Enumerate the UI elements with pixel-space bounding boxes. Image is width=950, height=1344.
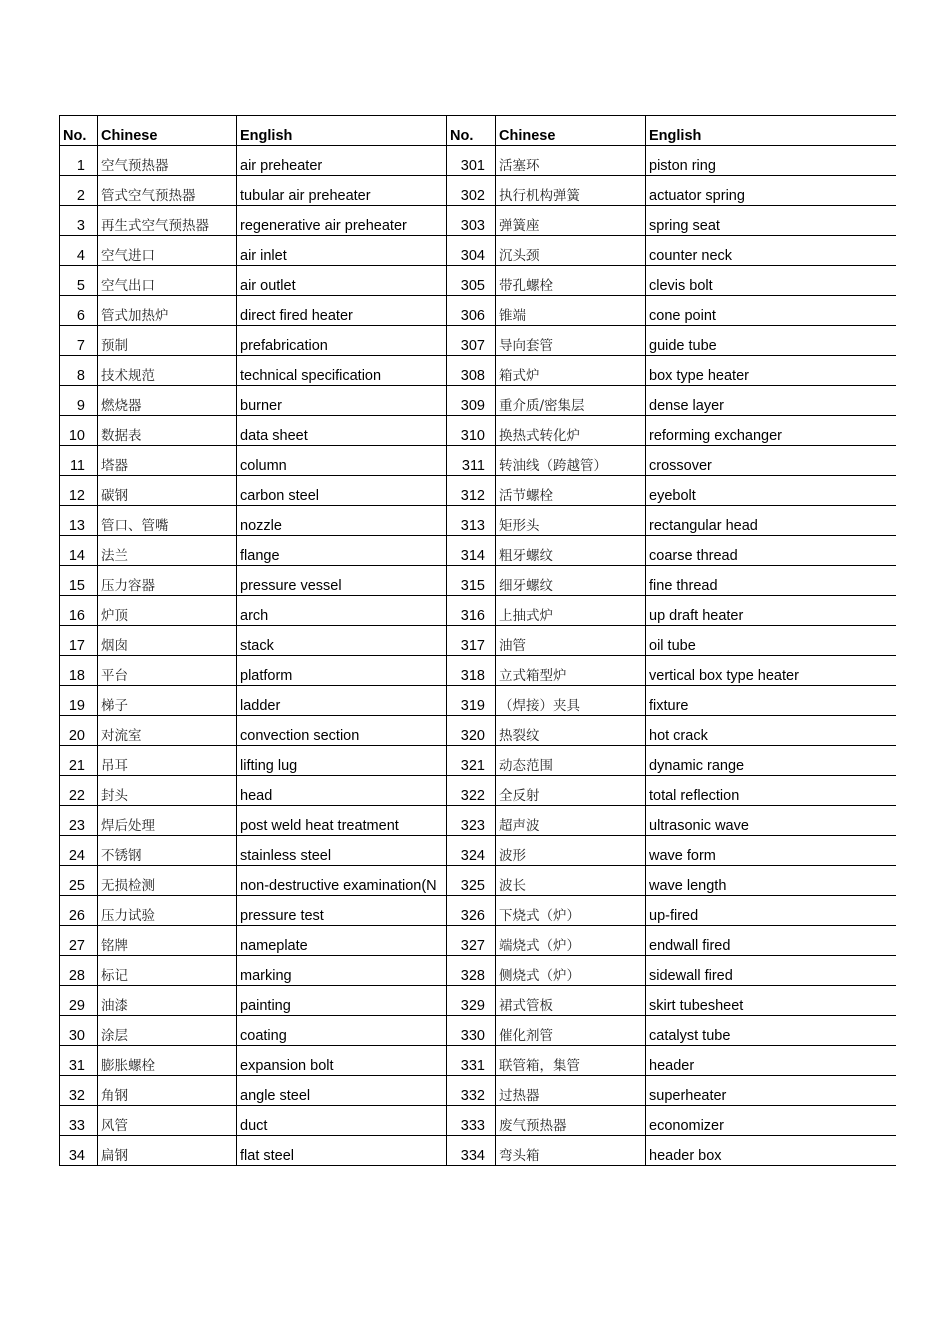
term-chinese: 管式空气预热器 <box>98 176 237 206</box>
glossary-table <box>59 115 896 1166</box>
term-english: flat steel <box>237 1136 447 1166</box>
term-chinese: 锥端 <box>496 296 646 326</box>
term-chinese: 管口、管嘴 <box>98 506 237 536</box>
term-chinese: 活节螺栓 <box>496 476 646 506</box>
term-chinese: 催化剂管 <box>496 1016 646 1046</box>
term-number: 29 <box>60 986 98 1016</box>
term-english: post weld heat treatment <box>237 806 447 836</box>
term-english: superheater <box>646 1076 896 1106</box>
term-english: nozzle <box>237 506 447 536</box>
term-number: 320 <box>447 716 496 746</box>
table-row <box>60 866 896 896</box>
term-number: 27 <box>60 926 98 956</box>
term-chinese: 角钢 <box>98 1076 237 1106</box>
table-row <box>60 236 896 266</box>
term-english: technical specification <box>237 356 447 386</box>
term-english: crossover <box>646 446 896 476</box>
term-number: 31 <box>60 1046 98 1076</box>
term-number: 15 <box>60 566 98 596</box>
term-english: fixture <box>646 686 896 716</box>
term-chinese: 烟囱 <box>98 626 237 656</box>
term-english: cone point <box>646 296 896 326</box>
term-number: 24 <box>60 836 98 866</box>
term-number: 324 <box>447 836 496 866</box>
term-number: 331 <box>447 1046 496 1076</box>
table-row <box>60 926 896 956</box>
table-row <box>60 206 896 236</box>
term-english: economizer <box>646 1106 896 1136</box>
term-english: total reflection <box>646 776 896 806</box>
term-number: 318 <box>447 656 496 686</box>
term-chinese: 梯子 <box>98 686 237 716</box>
term-number: 317 <box>447 626 496 656</box>
table-row <box>60 836 896 866</box>
header-chinese-left: Chinese <box>98 116 237 146</box>
term-chinese: 扁钢 <box>98 1136 237 1166</box>
term-english: skirt tubesheet <box>646 986 896 1016</box>
term-number: 7 <box>60 326 98 356</box>
term-chinese: 标记 <box>98 956 237 986</box>
term-english: counter neck <box>646 236 896 266</box>
term-chinese: 燃烧器 <box>98 386 237 416</box>
term-chinese: 箱式炉 <box>496 356 646 386</box>
term-number: 309 <box>447 386 496 416</box>
term-chinese: 执行机构弹簧 <box>496 176 646 206</box>
term-english: eyebolt <box>646 476 896 506</box>
term-number: 325 <box>447 866 496 896</box>
term-chinese: 超声波 <box>496 806 646 836</box>
term-english: lifting lug <box>237 746 447 776</box>
table-row <box>60 776 896 806</box>
term-english: wave length <box>646 866 896 896</box>
term-chinese: 热裂纹 <box>496 716 646 746</box>
term-number: 1 <box>60 146 98 176</box>
term-number: 19 <box>60 686 98 716</box>
term-number: 20 <box>60 716 98 746</box>
term-english: painting <box>237 986 447 1016</box>
term-english: ladder <box>237 686 447 716</box>
term-english: head <box>237 776 447 806</box>
term-number: 328 <box>447 956 496 986</box>
term-number: 304 <box>447 236 496 266</box>
table-row <box>60 596 896 626</box>
term-chinese: 炉顶 <box>98 596 237 626</box>
term-chinese: 油漆 <box>98 986 237 1016</box>
glossary-body <box>60 146 896 1166</box>
term-number: 30 <box>60 1016 98 1046</box>
table-row <box>60 416 896 446</box>
term-number: 316 <box>447 596 496 626</box>
table-row <box>60 266 896 296</box>
term-english: direct fired heater <box>237 296 447 326</box>
table-row <box>60 566 896 596</box>
term-chinese: 平台 <box>98 656 237 686</box>
term-number: 332 <box>447 1076 496 1106</box>
term-number: 22 <box>60 776 98 806</box>
term-number: 21 <box>60 746 98 776</box>
term-chinese: 立式箱型炉 <box>496 656 646 686</box>
term-number: 25 <box>60 866 98 896</box>
table-row <box>60 986 896 1016</box>
term-english: header box <box>646 1136 896 1166</box>
term-chinese: 带孔螺栓 <box>496 266 646 296</box>
term-english: pressure test <box>237 896 447 926</box>
term-english: expansion bolt <box>237 1046 447 1076</box>
term-number: 23 <box>60 806 98 836</box>
term-number: 334 <box>447 1136 496 1166</box>
term-chinese: 换热式转化炉 <box>496 416 646 446</box>
term-english: fine thread <box>646 566 896 596</box>
table-row <box>60 1016 896 1046</box>
term-english: stainless steel <box>237 836 447 866</box>
term-english: regenerative air preheater <box>237 206 447 236</box>
term-number: 314 <box>447 536 496 566</box>
term-chinese: 涂层 <box>98 1016 237 1046</box>
term-number: 8 <box>60 356 98 386</box>
term-chinese: 技术规范 <box>98 356 237 386</box>
term-english: header <box>646 1046 896 1076</box>
term-number: 310 <box>447 416 496 446</box>
term-chinese: 空气预热器 <box>98 146 237 176</box>
term-english: convection section <box>237 716 447 746</box>
term-chinese: 活塞环 <box>496 146 646 176</box>
term-chinese: 波长 <box>496 866 646 896</box>
term-number: 313 <box>447 506 496 536</box>
term-number: 11 <box>60 446 98 476</box>
header-chinese-right: Chinese <box>496 116 646 146</box>
term-chinese: 细牙螺纹 <box>496 566 646 596</box>
term-chinese: 数据表 <box>98 416 237 446</box>
term-english: piston ring <box>646 146 896 176</box>
term-english: tubular air preheater <box>237 176 447 206</box>
term-english: actuator spring <box>646 176 896 206</box>
term-chinese: 弯头箱 <box>496 1136 646 1166</box>
term-chinese: 沉头颈 <box>496 236 646 266</box>
term-english: coating <box>237 1016 447 1046</box>
term-english: hot crack <box>646 716 896 746</box>
term-chinese: 动态范围 <box>496 746 646 776</box>
term-english: catalyst tube <box>646 1016 896 1046</box>
table-row <box>60 506 896 536</box>
term-chinese: 波形 <box>496 836 646 866</box>
term-chinese: 再生式空气预热器 <box>98 206 237 236</box>
table-row <box>60 746 896 776</box>
term-english: dense layer <box>646 386 896 416</box>
table-row <box>60 686 896 716</box>
term-chinese: 过热器 <box>496 1076 646 1106</box>
term-chinese: （焊接）夹具 <box>496 686 646 716</box>
term-english: air inlet <box>237 236 447 266</box>
term-chinese: 焊后处理 <box>98 806 237 836</box>
term-number: 308 <box>447 356 496 386</box>
table-row <box>60 716 896 746</box>
term-chinese: 塔器 <box>98 446 237 476</box>
term-chinese: 上抽式炉 <box>496 596 646 626</box>
term-number: 16 <box>60 596 98 626</box>
term-chinese: 封头 <box>98 776 237 806</box>
term-chinese: 联管箱，集管 <box>496 1046 646 1076</box>
term-english: box type heater <box>646 356 896 386</box>
term-english: air outlet <box>237 266 447 296</box>
term-chinese: 油管 <box>496 626 646 656</box>
term-english: column <box>237 446 447 476</box>
term-chinese: 废气预热器 <box>496 1106 646 1136</box>
table-row <box>60 896 896 926</box>
term-number: 307 <box>447 326 496 356</box>
term-number: 34 <box>60 1136 98 1166</box>
term-number: 33 <box>60 1106 98 1136</box>
header-english-right: English <box>646 116 896 146</box>
term-chinese: 裙式管板 <box>496 986 646 1016</box>
term-english: oil tube <box>646 626 896 656</box>
table-row <box>60 476 896 506</box>
term-english: dynamic range <box>646 746 896 776</box>
term-chinese: 空气出口 <box>98 266 237 296</box>
term-number: 311 <box>447 446 496 476</box>
term-number: 302 <box>447 176 496 206</box>
term-english: clevis bolt <box>646 266 896 296</box>
term-chinese: 转油线（跨越管） <box>496 446 646 476</box>
term-english: non-destructive examination(N <box>237 866 447 896</box>
table-row <box>60 806 896 836</box>
term-english: wave form <box>646 836 896 866</box>
table-row <box>60 1076 896 1106</box>
header-english-left: English <box>237 116 447 146</box>
term-english: up-fired <box>646 896 896 926</box>
term-number: 9 <box>60 386 98 416</box>
table-row <box>60 1046 896 1076</box>
term-english: angle steel <box>237 1076 447 1106</box>
term-number: 322 <box>447 776 496 806</box>
term-english: nameplate <box>237 926 447 956</box>
table-row <box>60 656 896 686</box>
term-number: 17 <box>60 626 98 656</box>
term-number: 330 <box>447 1016 496 1046</box>
table-row <box>60 356 896 386</box>
term-chinese: 预制 <box>98 326 237 356</box>
table-row <box>60 176 896 206</box>
term-english: endwall fired <box>646 926 896 956</box>
table-row <box>60 1136 896 1166</box>
term-english: up draft heater <box>646 596 896 626</box>
term-number: 326 <box>447 896 496 926</box>
term-english: ultrasonic wave <box>646 806 896 836</box>
term-english: sidewall fired <box>646 956 896 986</box>
term-english: burner <box>237 386 447 416</box>
term-english: air preheater <box>237 146 447 176</box>
term-chinese: 下烧式（炉） <box>496 896 646 926</box>
term-number: 18 <box>60 656 98 686</box>
term-english: data sheet <box>237 416 447 446</box>
term-english: reforming exchanger <box>646 416 896 446</box>
term-number: 306 <box>447 296 496 326</box>
term-chinese: 重介质/密集层 <box>496 386 646 416</box>
term-english: marking <box>237 956 447 986</box>
term-number: 323 <box>447 806 496 836</box>
term-chinese: 压力试验 <box>98 896 237 926</box>
term-chinese: 弹簧座 <box>496 206 646 236</box>
term-number: 2 <box>60 176 98 206</box>
term-number: 321 <box>447 746 496 776</box>
term-number: 32 <box>60 1076 98 1106</box>
term-number: 28 <box>60 956 98 986</box>
term-english: stack <box>237 626 447 656</box>
term-english: arch <box>237 596 447 626</box>
term-chinese: 矩形头 <box>496 506 646 536</box>
term-chinese: 侧烧式（炉） <box>496 956 646 986</box>
term-number: 4 <box>60 236 98 266</box>
term-number: 5 <box>60 266 98 296</box>
term-number: 303 <box>447 206 496 236</box>
term-chinese: 管式加热炉 <box>98 296 237 326</box>
term-chinese: 碳钢 <box>98 476 237 506</box>
term-chinese: 不锈钢 <box>98 836 237 866</box>
table-row <box>60 386 896 416</box>
term-chinese: 风管 <box>98 1106 237 1136</box>
term-number: 305 <box>447 266 496 296</box>
term-chinese: 铭牌 <box>98 926 237 956</box>
term-number: 12 <box>60 476 98 506</box>
term-chinese: 导向套管 <box>496 326 646 356</box>
term-english: platform <box>237 656 447 686</box>
term-number: 327 <box>447 926 496 956</box>
term-chinese: 无损检测 <box>98 866 237 896</box>
term-number: 329 <box>447 986 496 1016</box>
term-number: 3 <box>60 206 98 236</box>
term-chinese: 全反射 <box>496 776 646 806</box>
term-english: spring seat <box>646 206 896 236</box>
table-row <box>60 956 896 986</box>
header-no-left: No. <box>60 116 98 146</box>
term-number: 14 <box>60 536 98 566</box>
term-english: rectangular head <box>646 506 896 536</box>
term-english: pressure vessel <box>237 566 447 596</box>
term-chinese: 对流室 <box>98 716 237 746</box>
term-chinese: 法兰 <box>98 536 237 566</box>
table-row <box>60 326 896 356</box>
term-english: duct <box>237 1106 447 1136</box>
term-english: vertical box type heater <box>646 656 896 686</box>
term-chinese: 端烧式（炉） <box>496 926 646 956</box>
table-row <box>60 146 896 176</box>
table-row <box>60 446 896 476</box>
term-number: 13 <box>60 506 98 536</box>
term-chinese: 吊耳 <box>98 746 237 776</box>
term-english: prefabrication <box>237 326 447 356</box>
header-no-right: No. <box>447 116 496 146</box>
header-row <box>60 116 896 146</box>
term-number: 312 <box>447 476 496 506</box>
term-chinese: 空气进口 <box>98 236 237 266</box>
term-english: guide tube <box>646 326 896 356</box>
term-number: 301 <box>447 146 496 176</box>
term-number: 10 <box>60 416 98 446</box>
term-number: 319 <box>447 686 496 716</box>
term-number: 333 <box>447 1106 496 1136</box>
term-chinese: 粗牙螺纹 <box>496 536 646 566</box>
term-chinese: 膨胀螺栓 <box>98 1046 237 1076</box>
table-row <box>60 1106 896 1136</box>
term-english: flange <box>237 536 447 566</box>
term-number: 6 <box>60 296 98 326</box>
table-row <box>60 536 896 566</box>
term-number: 26 <box>60 896 98 926</box>
term-english: coarse thread <box>646 536 896 566</box>
table-row <box>60 626 896 656</box>
term-english: carbon steel <box>237 476 447 506</box>
term-number: 315 <box>447 566 496 596</box>
table-row <box>60 296 896 326</box>
term-chinese: 压力容器 <box>98 566 237 596</box>
